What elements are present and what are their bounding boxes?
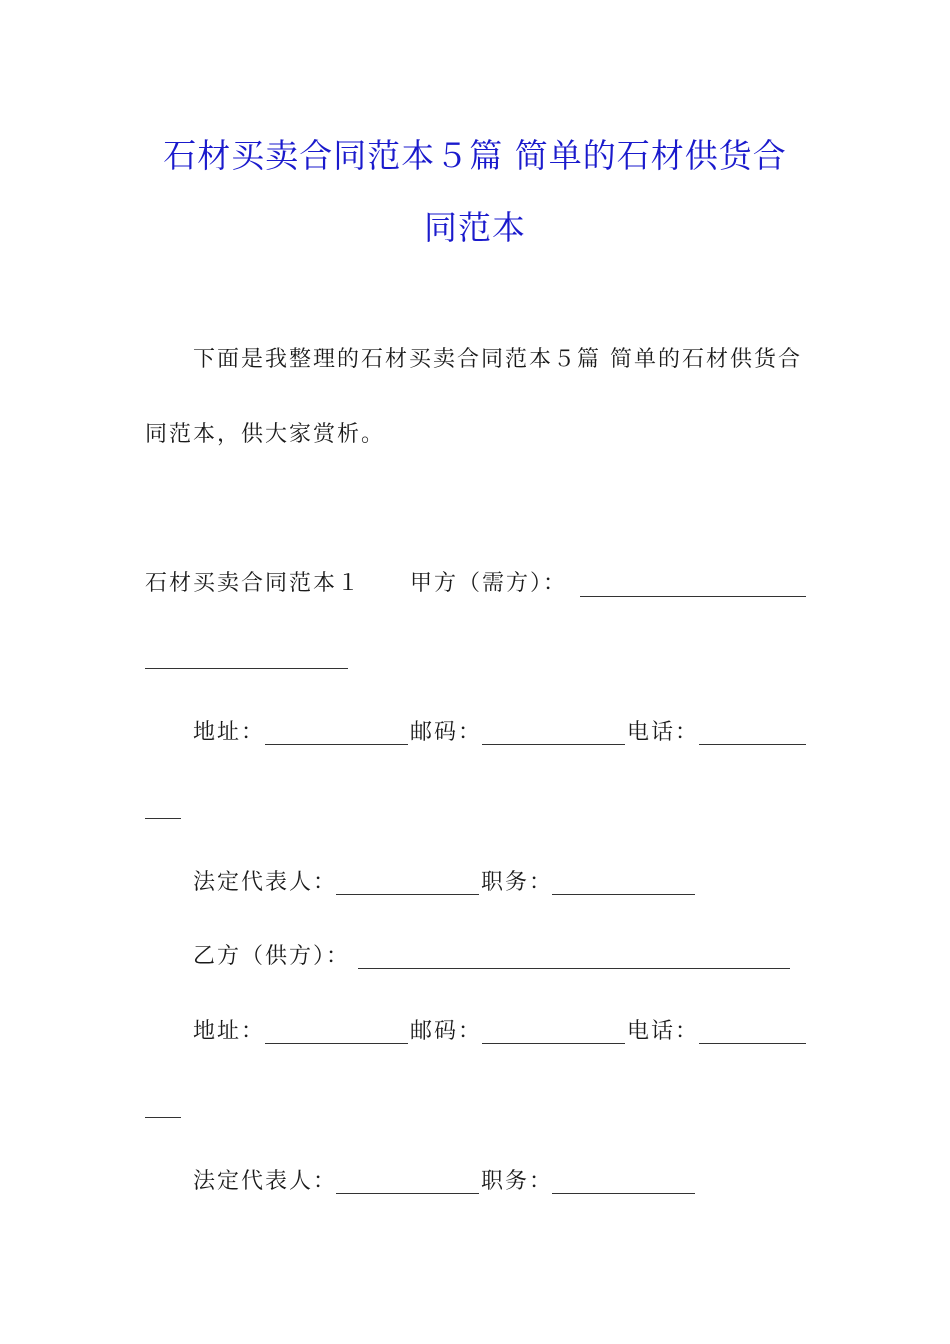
party-a-phone-label: 电话：	[627, 720, 700, 745]
party-b-phone-blank[interactable]	[699, 1043, 806, 1044]
party-a-legal-rep-blank[interactable]	[336, 894, 479, 895]
party-a-legal-rep-label: 法定代表人：	[193, 870, 338, 895]
party-b-label: 乙方（供方）：	[193, 944, 351, 969]
party-b-postcode-label: 邮码：	[410, 1019, 483, 1044]
party-a-address-blank[interactable]	[265, 744, 408, 745]
party-a-blank-continued[interactable]	[145, 668, 348, 669]
party-b-position-blank[interactable]	[552, 1193, 695, 1194]
party-b-phone-blank-continued[interactable]	[145, 1117, 181, 1118]
party-a-postcode-blank[interactable]	[482, 744, 625, 745]
party-a-phone-blank-continued[interactable]	[145, 818, 181, 819]
party-a-position-blank[interactable]	[552, 894, 695, 895]
contract-heading-row	[145, 569, 361, 599]
party-a-position-label: 职务：	[481, 870, 554, 895]
party-a-postcode-label: 邮码：	[410, 720, 483, 745]
party-a-label: 甲方（需方）：	[410, 571, 568, 596]
party-b-blank[interactable]	[358, 968, 790, 969]
party-a-blank[interactable]	[580, 596, 806, 597]
party-b-legal-rep-blank[interactable]	[336, 1193, 479, 1194]
party-b-position-label: 职务：	[481, 1169, 554, 1194]
party-a-address-label: 地址：	[193, 720, 266, 745]
party-b-legal-rep-label: 法定代表人：	[193, 1169, 338, 1194]
party-a-phone-blank[interactable]	[699, 744, 806, 745]
document-title-line-2: 同范本	[424, 208, 526, 247]
party-a-row	[410, 569, 567, 599]
contract-heading: 石材买卖合同范本１	[145, 571, 362, 596]
intro-paragraph-line-2: 同范本，供大家赏析。	[145, 422, 386, 447]
party-b-address-label: 地址：	[193, 1019, 266, 1044]
party-b-address-blank[interactable]	[265, 1043, 408, 1044]
intro-paragraph-line-1: 下面是我整理的石材买卖合同范本５篇 简单的石材供货合	[193, 347, 802, 372]
party-b-phone-label: 电话：	[627, 1019, 700, 1044]
document-title-line-1: 石材买卖合同范本５篇 简单的石材供货合	[163, 136, 787, 175]
party-b-postcode-blank[interactable]	[482, 1043, 625, 1044]
